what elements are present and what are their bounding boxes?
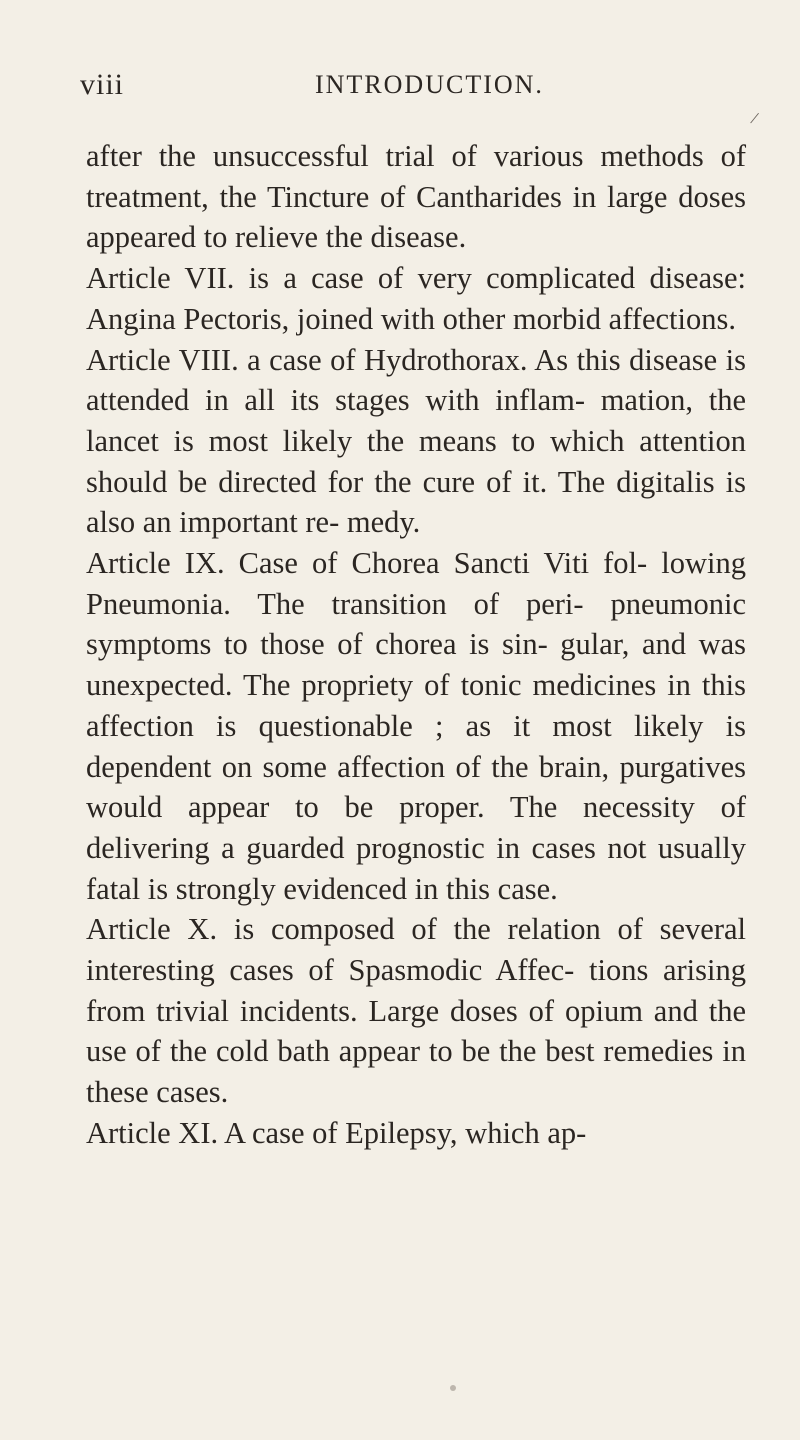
paragraph-article-vii: Article VII. is a case of very complicated disease: Angina Pectoris, joined with other morbid affections.: [86, 261, 746, 336]
paragraph-article-ix: Article IX. Case of Chorea Sancti Viti fol- lowing Pneumonia. The transition of peri- pneumonic symptoms to those of chorea is sin- gular, and was unexpected. The propriety of tonic medicines in this affection is questionable ; as it most likely is dependent on some affection of the brain, purgatives would appear to be proper. The necessity of delivering a guarded prognostic in cases not usually fatal is strongly evidenced in this case.: [86, 546, 746, 906]
paragraph-continuation: after the unsuccessful trial of various methods of treatment, the Tincture of Cantharides in large doses appeared to relieve the disease.: [86, 139, 746, 255]
running-head: [80, 68, 761, 129]
paragraph-article-xi: Article XI. A case of Epilepsy, which ap-: [86, 1115, 587, 1150]
header-title: INTRODUCTION.: [315, 70, 544, 99]
page-number: viii: [80, 68, 125, 101]
paragraph-article-viii: Article VIII. a case of Hydrothorax. As this disease is attended in all its stages with inflam- mation, the lancet is most likely the means to which attention should be directed for the cure of it. The digitalis is also an important re- medy.: [86, 342, 746, 540]
body-text: [86, 136, 746, 1154]
paragraph-article-x: Article X. is composed of the relation of several interesting cases of Spasmodic Affec- tions arising from trivial incidents. Large doses of opium and the use of the cold bath appear to be the best remedies in these cases.: [86, 912, 746, 1110]
paper-speck: [450, 1385, 456, 1391]
pencil-mark: /: [748, 107, 761, 129]
